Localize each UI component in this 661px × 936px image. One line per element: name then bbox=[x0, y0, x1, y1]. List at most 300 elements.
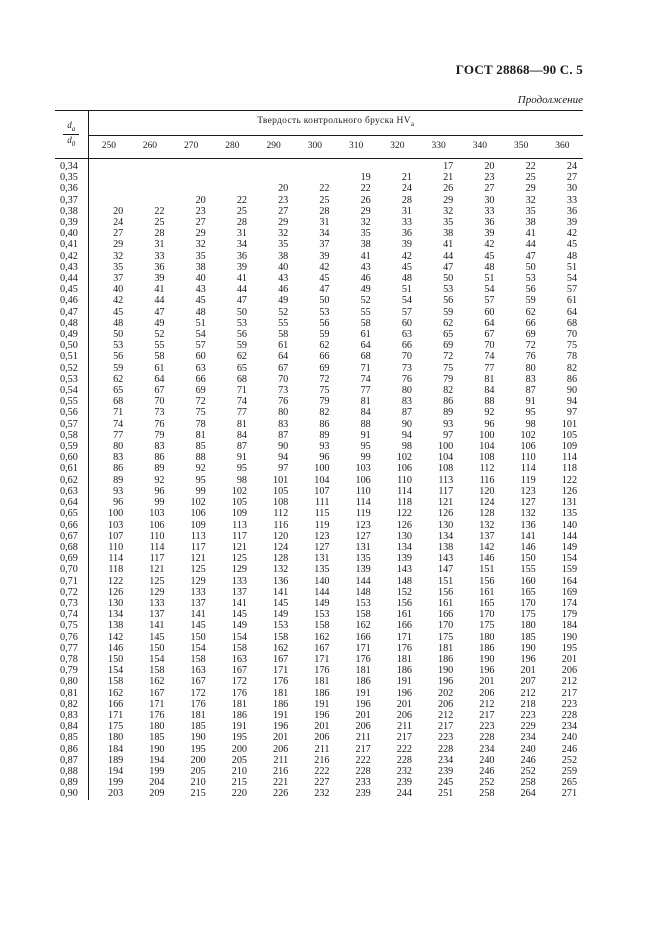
table-cell: 172 bbox=[190, 687, 206, 699]
table-cell: 86 bbox=[319, 418, 330, 430]
table-cell: 131 bbox=[355, 541, 371, 553]
table-cell: 42 bbox=[319, 261, 330, 273]
table-cell: 94 bbox=[278, 452, 289, 464]
table-cell: 66 bbox=[401, 340, 412, 352]
table-cell: 93 bbox=[443, 418, 454, 430]
table-cell: 35 bbox=[113, 261, 124, 273]
table-cell: 34 bbox=[236, 239, 247, 251]
table-cell: 132 bbox=[479, 519, 495, 531]
table-cell: 204 bbox=[149, 777, 165, 789]
table-cell: 33 bbox=[401, 217, 412, 229]
table-cell: 69 bbox=[195, 385, 206, 397]
table-cell: 21 bbox=[443, 172, 454, 184]
table-cell: 222 bbox=[355, 754, 371, 766]
row-label: 0,40 bbox=[55, 228, 88, 239]
row-label: 0,46 bbox=[55, 295, 88, 306]
table-cell: 246 bbox=[479, 765, 495, 777]
table-row bbox=[55, 183, 583, 194]
table-cell: 69 bbox=[319, 362, 330, 374]
table-row bbox=[55, 430, 583, 441]
table-cell: 167 bbox=[272, 653, 289, 665]
table-cell: 59 bbox=[319, 329, 330, 341]
table-cell: 72 bbox=[443, 351, 454, 363]
table-cell: 62 bbox=[525, 306, 536, 318]
table-cell: 61 bbox=[566, 295, 578, 307]
table-cell: 206 bbox=[314, 732, 330, 744]
table-cell: 201 bbox=[355, 709, 371, 721]
hardness-table-container bbox=[55, 110, 583, 800]
table-cell: 62 bbox=[443, 317, 454, 329]
table-cell: 122 bbox=[561, 474, 578, 486]
table-cell: 171 bbox=[314, 653, 330, 665]
table-cell: 64 bbox=[484, 317, 495, 329]
table-cell: 70 bbox=[566, 329, 578, 341]
table-cell: 86 bbox=[566, 373, 578, 385]
table-cell: 46 bbox=[278, 284, 289, 296]
table-cell: 106 bbox=[190, 508, 206, 520]
table-cell: 60 bbox=[484, 306, 495, 318]
table-cell: 56 bbox=[319, 317, 330, 329]
table-row bbox=[55, 463, 583, 474]
table-cell: 29 bbox=[360, 205, 371, 217]
table-cell: 49 bbox=[360, 284, 371, 296]
row-label: 0,43 bbox=[55, 262, 88, 273]
table-cell bbox=[88, 183, 129, 194]
table-cell: 162 bbox=[314, 631, 330, 643]
column-header: 280 bbox=[212, 136, 253, 159]
table-cell: 175 bbox=[437, 631, 454, 643]
table-cell: 48 bbox=[195, 306, 206, 318]
table-cell: 186 bbox=[272, 698, 289, 710]
table-cell: 107 bbox=[107, 530, 124, 542]
table-cell: 105 bbox=[231, 497, 247, 509]
stub-numerator: d bbox=[67, 120, 72, 131]
row-label: 0,51 bbox=[55, 351, 88, 362]
table-cell bbox=[88, 172, 129, 183]
table-cell: 252 bbox=[561, 754, 578, 766]
table-cell: 155 bbox=[520, 564, 536, 576]
table-cell: 196 bbox=[272, 721, 289, 733]
table-row bbox=[55, 542, 583, 553]
table-cell: 158 bbox=[355, 609, 371, 621]
table-cell: 34 bbox=[319, 228, 330, 240]
table-cell: 118 bbox=[562, 463, 578, 475]
table-cell: 223 bbox=[437, 732, 454, 744]
table-cell: 126 bbox=[107, 586, 124, 598]
column-header-row bbox=[55, 136, 583, 159]
table-cell: 186 bbox=[396, 665, 412, 677]
table-cell: 228 bbox=[437, 743, 454, 755]
table-cell: 113 bbox=[438, 474, 454, 486]
column-header: 300 bbox=[294, 136, 335, 159]
table-cell: 89 bbox=[113, 474, 124, 486]
table-cell: 77 bbox=[360, 385, 371, 397]
table-cell: 44 bbox=[443, 250, 454, 262]
row-label: 0,63 bbox=[55, 486, 88, 497]
table-cell: 202 bbox=[437, 687, 454, 699]
table-cell: 68 bbox=[113, 396, 124, 408]
table-cell: 77 bbox=[113, 429, 124, 441]
table-cell: 72 bbox=[525, 340, 536, 352]
table-cell: 44 bbox=[154, 295, 165, 307]
table-cell: 195 bbox=[231, 732, 247, 744]
table-cell: 154 bbox=[190, 642, 206, 654]
table-cell: 184 bbox=[107, 743, 124, 755]
table-cell: 176 bbox=[355, 653, 371, 665]
table-cell: 116 bbox=[479, 474, 495, 486]
table-cell: 181 bbox=[272, 687, 289, 699]
table-cell: 37 bbox=[319, 239, 330, 251]
table-cell: 103 bbox=[107, 519, 124, 531]
table-cell: 53 bbox=[236, 317, 247, 329]
table-cell: 73 bbox=[401, 362, 412, 374]
table-cell: 53 bbox=[319, 306, 330, 318]
table-row bbox=[55, 508, 583, 519]
table-cell: 57 bbox=[566, 284, 578, 296]
table-cell: 186 bbox=[437, 653, 454, 665]
table-cell: 117 bbox=[438, 485, 454, 497]
table-cell: 171 bbox=[149, 698, 165, 710]
table-cell: 53 bbox=[113, 340, 124, 352]
table-cell: 78 bbox=[566, 351, 578, 363]
table-cell bbox=[129, 159, 170, 173]
table-cell: 222 bbox=[314, 765, 330, 777]
table-cell: 199 bbox=[107, 777, 124, 789]
table-cell: 32 bbox=[443, 205, 454, 217]
table-cell: 48 bbox=[401, 273, 412, 285]
table-cell: 128 bbox=[272, 553, 289, 565]
table-cell: 51 bbox=[401, 284, 412, 296]
table-cell: 206 bbox=[561, 665, 578, 677]
table-cell: 166 bbox=[355, 631, 371, 643]
table-cell: 130 bbox=[107, 597, 124, 609]
table-cell bbox=[129, 195, 170, 206]
table-cell: 31 bbox=[401, 205, 412, 217]
table-cell: 17 bbox=[443, 161, 454, 172]
table-cell: 140 bbox=[314, 575, 330, 587]
table-cell: 264 bbox=[520, 788, 536, 800]
table-cell: 62 bbox=[319, 340, 330, 352]
row-label: 0,84 bbox=[55, 721, 88, 732]
table-cell: 112 bbox=[479, 463, 495, 475]
table-cell: 96 bbox=[154, 485, 165, 497]
stub-header bbox=[55, 111, 88, 159]
table-cell: 171 bbox=[396, 631, 412, 643]
table-row bbox=[55, 755, 583, 766]
table-row bbox=[55, 307, 583, 318]
table-cell: 68 bbox=[566, 317, 578, 329]
table-cell: 33 bbox=[566, 194, 578, 206]
table-cell: 53 bbox=[525, 273, 536, 285]
table-cell: 119 bbox=[520, 474, 536, 486]
table-row bbox=[55, 643, 583, 654]
table-cell: 90 bbox=[401, 418, 412, 430]
table-cell: 25 bbox=[319, 194, 330, 206]
row-label: 0,70 bbox=[55, 564, 88, 575]
row-label: 0,54 bbox=[55, 385, 88, 396]
table-cell: 121 bbox=[231, 541, 247, 553]
column-header: 250 bbox=[88, 136, 129, 159]
table-cell: 102 bbox=[190, 497, 206, 509]
table-cell: 158 bbox=[272, 631, 289, 643]
table-cell: 138 bbox=[437, 541, 454, 553]
table-cell: 92 bbox=[154, 474, 165, 486]
table-cell: 57 bbox=[401, 306, 412, 318]
table-cell: 71 bbox=[113, 407, 124, 419]
table-cell: 221 bbox=[272, 777, 289, 789]
table-cell: 58 bbox=[278, 329, 289, 341]
table-cell: 64 bbox=[278, 351, 289, 363]
table-cell: 109 bbox=[231, 508, 247, 520]
table-cell: 77 bbox=[236, 407, 247, 419]
table-cell: 232 bbox=[396, 765, 412, 777]
table-cell: 126 bbox=[396, 519, 412, 531]
table-cell: 125 bbox=[190, 564, 206, 576]
table-cell: 83 bbox=[154, 441, 165, 453]
table-cell: 69 bbox=[443, 340, 454, 352]
table-cell: 110 bbox=[355, 485, 371, 497]
continuation-label: Продолжение bbox=[517, 94, 583, 106]
stub-denominator: d bbox=[67, 135, 72, 145]
table-cell: 148 bbox=[355, 586, 371, 598]
table-cell: 156 bbox=[396, 597, 412, 609]
table-cell: 75 bbox=[443, 362, 454, 374]
table-cell: 35 bbox=[360, 228, 371, 240]
table-cell: 119 bbox=[355, 508, 371, 520]
table-cell: 126 bbox=[437, 508, 454, 520]
table-cell: 112 bbox=[273, 508, 289, 520]
table-cell: 53 bbox=[443, 284, 454, 296]
table-cell: 90 bbox=[566, 385, 578, 397]
table-cell: 165 bbox=[520, 586, 536, 598]
column-header: 320 bbox=[377, 136, 418, 159]
table-cell: 36 bbox=[154, 261, 165, 273]
table-cell bbox=[294, 172, 335, 183]
table-cell: 29 bbox=[278, 217, 289, 229]
table-cell: 121 bbox=[190, 553, 206, 565]
table-cell: 105 bbox=[272, 485, 289, 497]
table-cell: 145 bbox=[272, 597, 289, 609]
table-cell: 39 bbox=[484, 228, 495, 240]
table-cell: 201 bbox=[396, 698, 412, 710]
table-cell: 59 bbox=[113, 362, 124, 374]
table-cell bbox=[336, 159, 377, 173]
table-row bbox=[55, 564, 583, 575]
table-cell: 211 bbox=[397, 721, 412, 733]
table-cell: 211 bbox=[355, 732, 371, 744]
table-cell: 51 bbox=[484, 273, 495, 285]
table-cell: 39 bbox=[566, 217, 578, 229]
table-cell: 206 bbox=[479, 687, 495, 699]
row-label: 0,85 bbox=[55, 732, 88, 743]
table-cell: 181 bbox=[231, 698, 247, 710]
table-cell: 50 bbox=[113, 329, 124, 341]
table-cell: 217 bbox=[355, 743, 371, 755]
table-cell: 117 bbox=[190, 541, 206, 553]
table-cell: 158 bbox=[107, 676, 124, 688]
table-cell: 100 bbox=[107, 508, 124, 520]
table-cell bbox=[253, 159, 294, 173]
table-cell: 65 bbox=[113, 385, 124, 397]
table-row bbox=[55, 385, 583, 396]
table-cell: 228 bbox=[561, 709, 578, 721]
table-cell bbox=[377, 159, 418, 173]
table-cell: 86 bbox=[443, 396, 454, 408]
table-cell: 56 bbox=[525, 284, 536, 296]
table-cell: 20 bbox=[113, 205, 124, 217]
table-cell: 102 bbox=[231, 485, 247, 497]
table-cell: 137 bbox=[149, 609, 165, 621]
table-cell: 86 bbox=[113, 463, 124, 475]
table-cell: 64 bbox=[360, 340, 371, 352]
table-cell: 102 bbox=[396, 452, 412, 464]
table-cell: 141 bbox=[520, 530, 536, 542]
table-cell: 217 bbox=[561, 687, 578, 699]
row-label: 0,67 bbox=[55, 531, 88, 542]
table-cell: 125 bbox=[149, 575, 165, 587]
table-cell: 150 bbox=[149, 642, 165, 654]
table-cell: 153 bbox=[314, 609, 330, 621]
table-cell: 135 bbox=[314, 564, 330, 576]
table-cell: 259 bbox=[561, 765, 578, 777]
table-cell: 128 bbox=[479, 508, 495, 520]
table-cell: 23 bbox=[195, 205, 206, 217]
table-cell: 191 bbox=[231, 721, 247, 733]
table-row bbox=[55, 195, 583, 206]
table-cell: 190 bbox=[520, 642, 536, 654]
table-cell: 234 bbox=[561, 721, 578, 733]
table-cell: 118 bbox=[397, 497, 412, 509]
table-cell: 196 bbox=[479, 665, 495, 677]
table-cell: 45 bbox=[195, 295, 206, 307]
table-cell: 190 bbox=[479, 653, 495, 665]
row-label: 0,79 bbox=[55, 665, 88, 676]
table-cell: 151 bbox=[437, 575, 454, 587]
table-cell: 66 bbox=[525, 317, 536, 329]
hardness-table bbox=[55, 110, 583, 800]
table-cell: 29 bbox=[113, 239, 124, 251]
table-cell: 175 bbox=[107, 721, 124, 733]
table-cell: 48 bbox=[566, 250, 578, 262]
table-cell: 97 bbox=[278, 463, 289, 475]
table-cell: 200 bbox=[190, 754, 206, 766]
table-cell: 95 bbox=[360, 441, 371, 453]
table-cell: 127 bbox=[355, 530, 371, 542]
table-row bbox=[55, 777, 583, 788]
table-cell: 114 bbox=[355, 497, 371, 509]
table-cell: 223 bbox=[520, 709, 536, 721]
row-label: 0,57 bbox=[55, 419, 88, 430]
table-cell: 174 bbox=[561, 597, 578, 609]
table-cell: 73 bbox=[154, 407, 165, 419]
table-cell: 96 bbox=[484, 418, 495, 430]
table-cell: 21 bbox=[401, 172, 412, 184]
table-cell: 79 bbox=[319, 396, 330, 408]
table-cell: 258 bbox=[520, 777, 536, 789]
table-cell: 84 bbox=[484, 385, 495, 397]
table-cell: 190 bbox=[561, 631, 578, 643]
table-row bbox=[55, 710, 583, 721]
table-cell: 88 bbox=[484, 396, 495, 408]
table-cell: 49 bbox=[278, 295, 289, 307]
table-cell: 207 bbox=[520, 676, 536, 688]
table-row bbox=[55, 228, 583, 239]
table-cell: 107 bbox=[314, 485, 330, 497]
row-label: 0,49 bbox=[55, 329, 88, 340]
table-cell: 167 bbox=[190, 676, 206, 688]
table-cell: 27 bbox=[195, 217, 206, 229]
table-row bbox=[55, 620, 583, 631]
table-cell: 60 bbox=[401, 317, 412, 329]
row-label: 0,38 bbox=[55, 206, 88, 217]
table-cell: 70 bbox=[278, 373, 289, 385]
table-cell: 181 bbox=[396, 653, 412, 665]
row-label: 0,39 bbox=[55, 217, 88, 228]
table-cell: 22 bbox=[236, 194, 247, 206]
table-cell: 251 bbox=[437, 788, 454, 800]
table-cell: 162 bbox=[272, 642, 289, 654]
table-cell: 229 bbox=[520, 721, 536, 733]
table-cell: 76 bbox=[154, 418, 165, 430]
table-cell: 185 bbox=[190, 721, 206, 733]
table-cell: 215 bbox=[190, 788, 206, 800]
table-cell: 211 bbox=[314, 743, 330, 755]
row-label: 0,41 bbox=[55, 239, 88, 250]
table-cell: 122 bbox=[396, 508, 412, 520]
table-cell: 119 bbox=[314, 519, 330, 531]
table-cell: 154 bbox=[149, 653, 165, 665]
table-cell: 156 bbox=[437, 586, 454, 598]
table-cell: 186 bbox=[355, 676, 371, 688]
table-cell: 271 bbox=[561, 788, 578, 800]
table-cell bbox=[212, 159, 253, 173]
table-row bbox=[55, 206, 583, 217]
table-cell: 185 bbox=[520, 631, 536, 643]
table-cell: 77 bbox=[484, 362, 495, 374]
table-cell: 22 bbox=[154, 205, 165, 217]
table-cell: 166 bbox=[437, 609, 454, 621]
column-header: 330 bbox=[418, 136, 459, 159]
table-cell: 101 bbox=[561, 418, 578, 430]
stub-numerator-sub: a bbox=[71, 125, 76, 133]
table-cell: 234 bbox=[520, 732, 536, 744]
table-cell: 147 bbox=[437, 564, 454, 576]
table-cell: 154 bbox=[231, 631, 247, 643]
table-row bbox=[55, 497, 583, 508]
row-label: 0,89 bbox=[55, 777, 88, 788]
table-body bbox=[55, 159, 583, 800]
table-cell: 59 bbox=[443, 306, 454, 318]
table-cell: 146 bbox=[520, 541, 536, 553]
table-cell: 206 bbox=[396, 709, 412, 721]
table-cell: 76 bbox=[278, 396, 289, 408]
table-cell: 137 bbox=[190, 597, 206, 609]
table-cell: 166 bbox=[396, 620, 412, 632]
table-cell: 28 bbox=[319, 205, 330, 217]
table-cell: 223 bbox=[479, 721, 495, 733]
table-cell: 106 bbox=[149, 519, 165, 531]
table-cell: 246 bbox=[520, 754, 536, 766]
row-label: 0,59 bbox=[55, 441, 88, 452]
table-cell: 45 bbox=[484, 250, 495, 262]
table-cell: 190 bbox=[149, 743, 165, 755]
table-cell: 162 bbox=[355, 620, 371, 632]
table-cell bbox=[88, 159, 129, 173]
table-cell: 20 bbox=[484, 161, 495, 172]
table-cell: 143 bbox=[437, 553, 454, 565]
table-cell: 80 bbox=[278, 407, 289, 419]
table-cell: 87 bbox=[525, 385, 536, 397]
